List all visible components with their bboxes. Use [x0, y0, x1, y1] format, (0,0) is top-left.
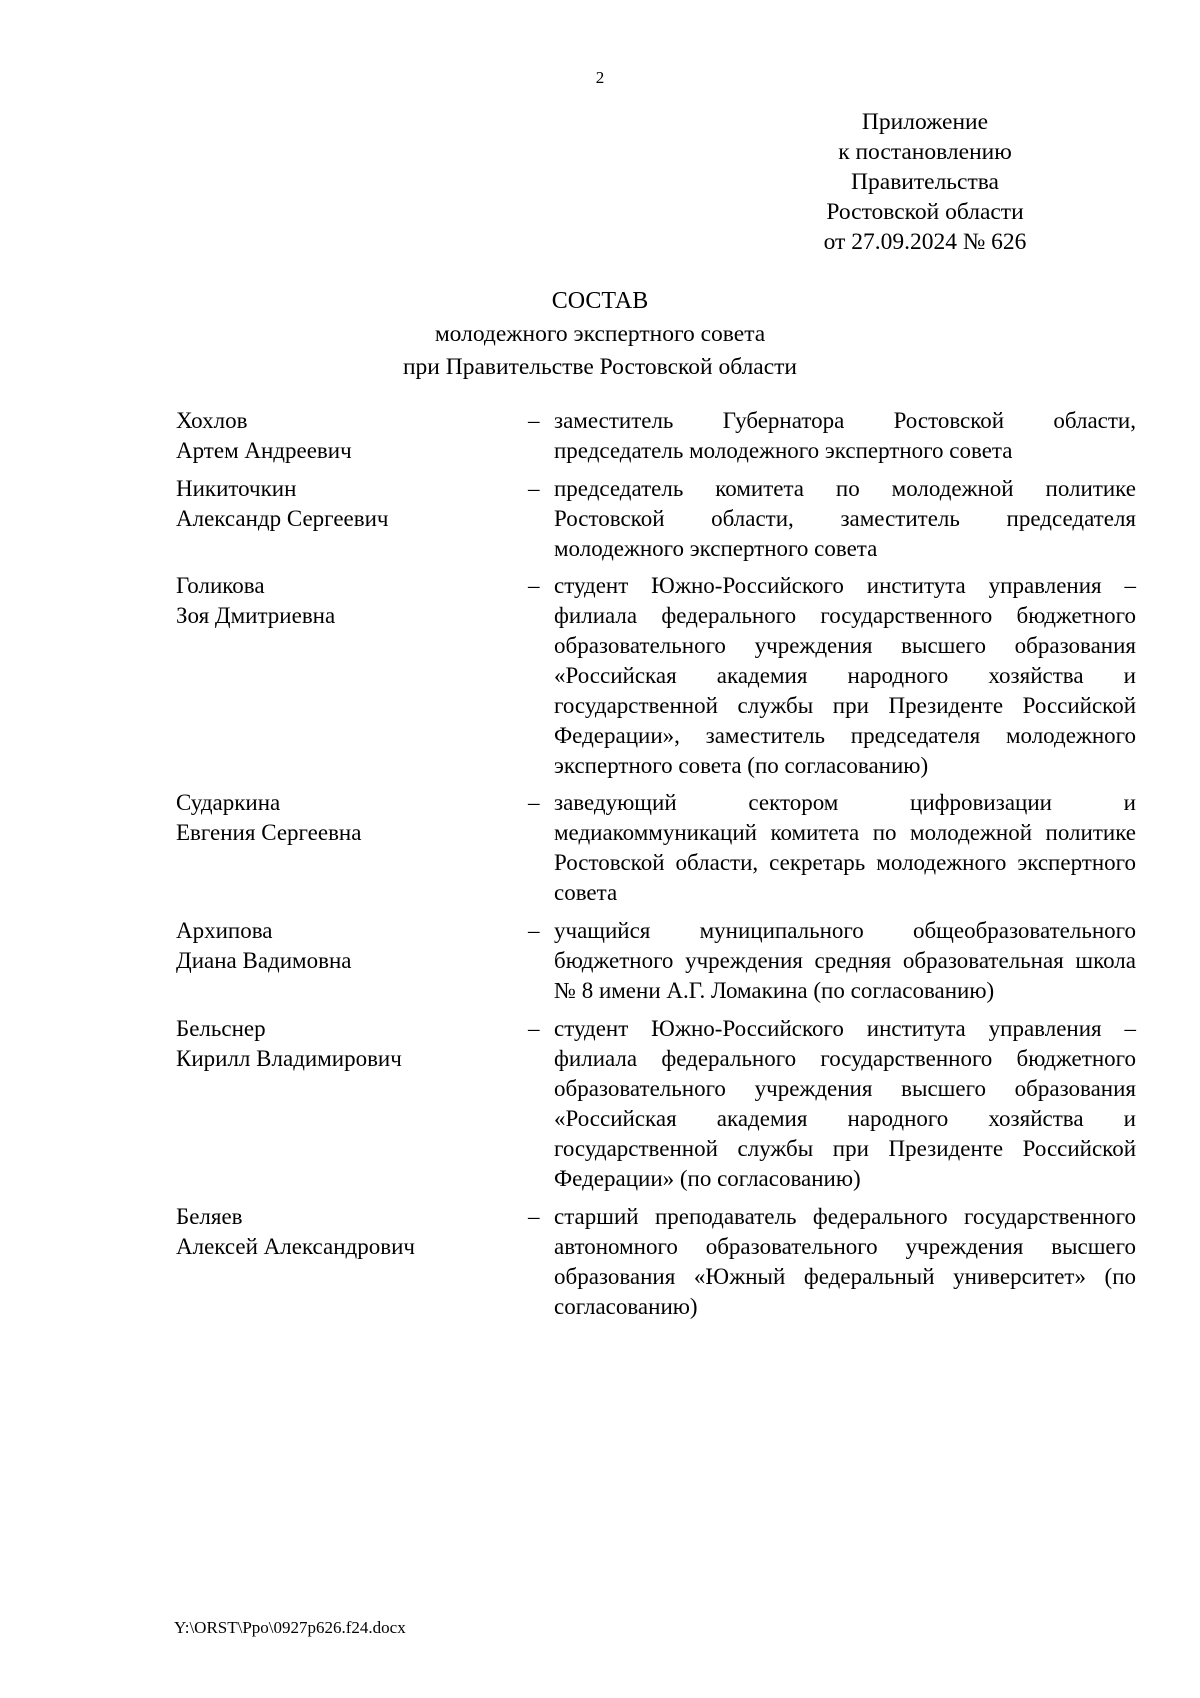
document-heading [0, 285, 1200, 384]
member-entry [176, 916, 1136, 1006]
appendix-header [770, 107, 1080, 257]
member-dash: – [528, 573, 540, 598]
member-name [176, 571, 528, 631]
member-given-names: Зоя Дмитриевна [176, 603, 336, 628]
member-surname: Архипова [176, 918, 273, 943]
member-dash: – [528, 790, 540, 815]
member-dash: – [528, 1016, 540, 1041]
document-subtitle-line: молодежного экспертного совета [434, 321, 766, 347]
document-title: СОСТАВ [551, 288, 649, 314]
member-entry [176, 406, 1136, 466]
member-name [176, 474, 528, 534]
member-given-names: Кирилл Владимирович [176, 1046, 402, 1071]
member-dash: – [528, 408, 540, 433]
document-subtitle-line: при Правительстве Ростовской области [402, 354, 798, 380]
member-name [176, 1014, 528, 1074]
members-list [176, 406, 1136, 1322]
member-surname: Бельснер [176, 1016, 266, 1041]
member-role: председатель комитета по молодежной политике Ростовской области, заместитель председателя молодежного экспертного совета [554, 476, 1136, 561]
appendix-line: Приложение [861, 109, 989, 135]
member-given-names: Алексей Александрович [176, 1234, 415, 1259]
member-entry [176, 1014, 1136, 1194]
member-dash: – [528, 1204, 540, 1229]
member-surname: Хохлов [176, 408, 248, 433]
member-given-names: Диана Вадимовна [176, 948, 352, 973]
member-role: старший преподаватель федерального государственного автономного образовательного учреждения высшего образования «Южный федеральный университет» (по согласованию) [554, 1204, 1136, 1319]
member-dash: – [528, 918, 540, 943]
member-given-names: Александр Сергеевич [176, 506, 389, 531]
member-name [176, 406, 528, 466]
appendix-line: от 27.09.2024 № 626 [823, 229, 1027, 255]
member-name [176, 1202, 528, 1262]
page-number: 2 [595, 68, 605, 87]
member-surname: Никиточкин [176, 476, 297, 501]
appendix-line: Ростовской области [826, 199, 1024, 225]
member-entry [176, 1202, 1136, 1322]
member-entry [176, 474, 1136, 564]
member-role: заместитель Губернатора Ростовской области, председатель молодежного экспертного совета [554, 408, 1136, 463]
member-name [176, 916, 528, 976]
member-entry [176, 788, 1136, 908]
member-dash: – [528, 476, 540, 501]
file-path-footer: Y:\ORST\Ppo\0927p626.f24.docx [174, 1618, 406, 1637]
member-surname: Голикова [176, 573, 265, 598]
member-role: учащийся муниципального общеобразовательного бюджетного учреждения средняя образовательная школа № 8 имени А.Г. Ломакина (по согласованию) [554, 918, 1136, 1003]
member-role: заведующий сектором цифровизации и медиакоммуникаций комитета по молодежной политике Ростовской области, секретарь молодежного экспертного совета [554, 790, 1136, 905]
member-role: студент Южно-Российского института управления – филиала федерального государственного бюджетного образовательного учреждения высшего образования «Российская академия народного хозяйства и государственной службы при Президенте Российской Федерации» (по согласованию) [554, 1016, 1136, 1191]
member-surname: Сударкина [176, 790, 281, 815]
member-entry [176, 571, 1136, 781]
member-name [176, 788, 528, 848]
member-role: студент Южно-Российского института управления – филиала федерального государственного бюджетного образовательного учреждения высшего образования «Российская академия народного хозяйства и государственной службы при Президенте Российской Федерации», заместитель председателя молодежного экспертного совета (по согласованию) [554, 573, 1136, 778]
member-given-names: Евгения Сергеевна [176, 820, 362, 845]
appendix-line: Правительства [851, 169, 999, 195]
member-given-names: Артем Андреевич [176, 438, 352, 463]
member-surname: Беляев [176, 1204, 243, 1229]
appendix-line: к постановлению [838, 139, 1012, 165]
